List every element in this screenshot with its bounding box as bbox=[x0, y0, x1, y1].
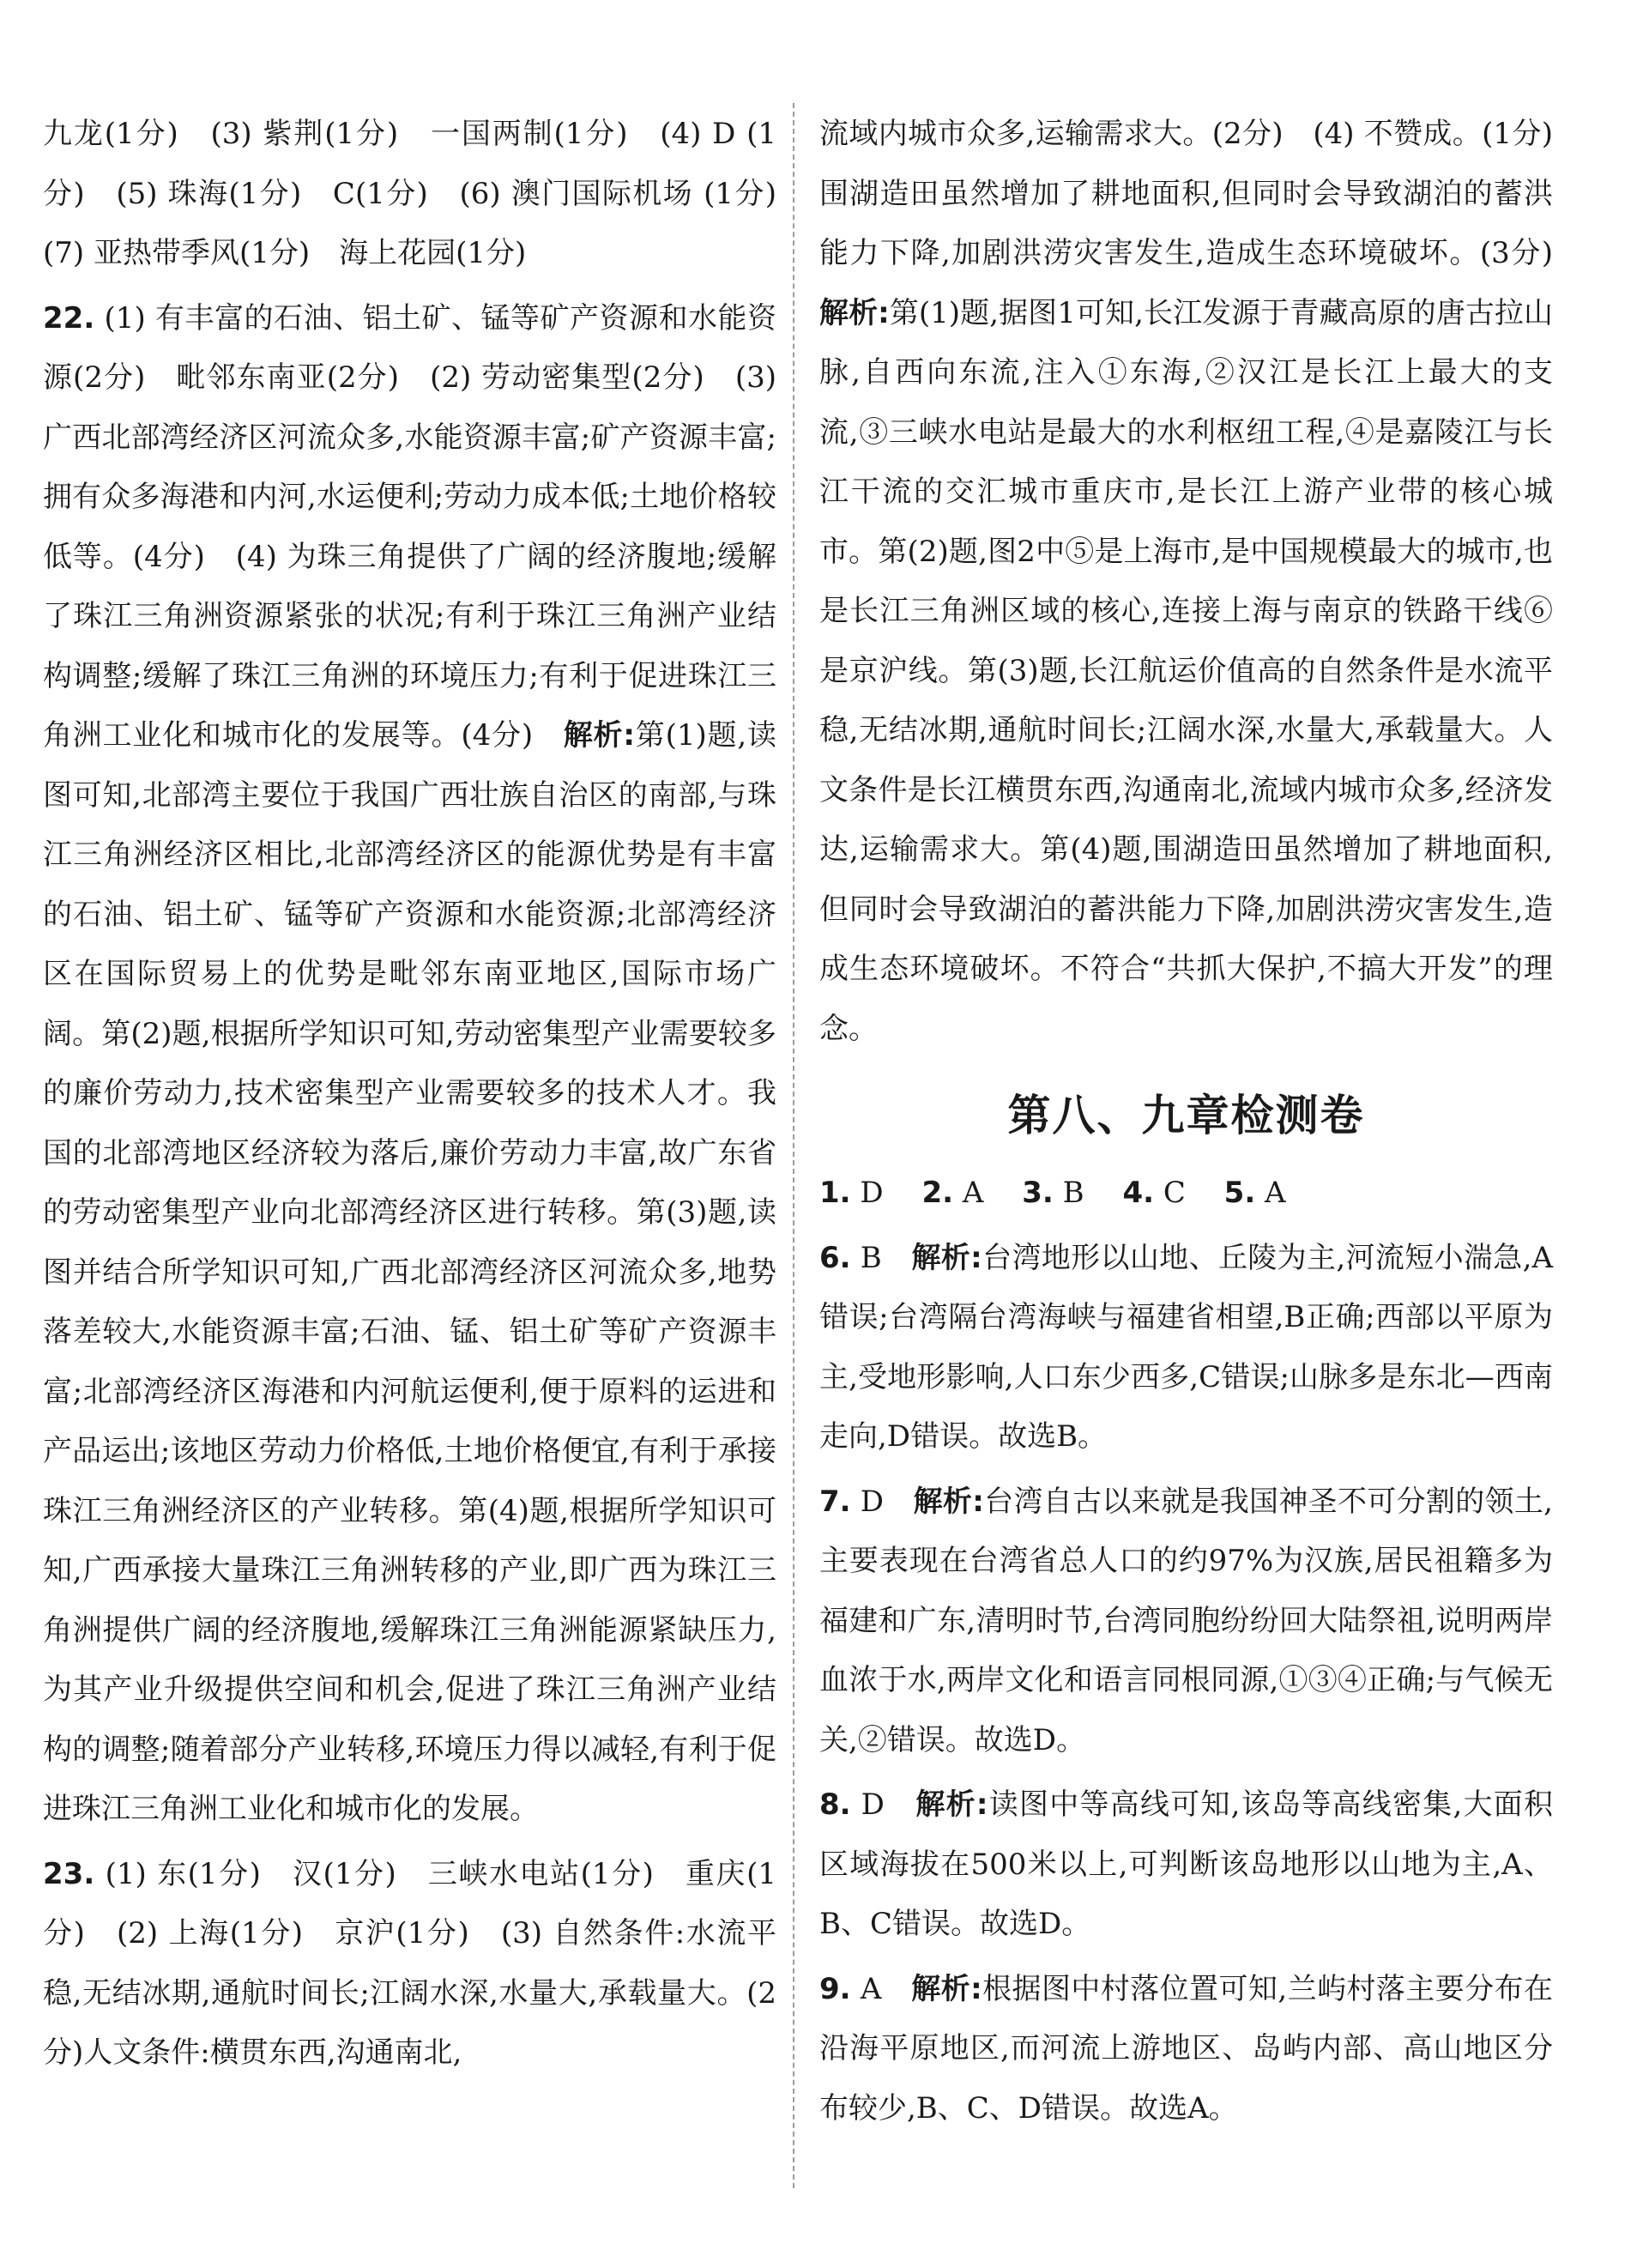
answer-text: (1) 有丰富的石油、铝土矿、锰等矿产资源和水能资源(2分) 毗邻东南亚(2分) (2) 劳动密集型(2分) (3) 广西北部湾经济区河流众多,水能资源丰富;矿产资源丰富;拥有众多海港和内河,水运便利;劳动力成本低;土地价格较低等。(4分) (4) 为珠三角提供了广阔的经济腹地;缓解了珠江三角洲资源紧张的状况;有利于珠江三角洲产业结构调整;缓解了珠江三角洲的环境压力;有利于促进珠江三角洲工业化和城市化的发展等。(4分) bbox=[43, 300, 776, 753]
answer-text: D bbox=[860, 1176, 913, 1210]
analysis-label: 解析: bbox=[913, 1484, 984, 1519]
section-title: 第八、九章检测卷 bbox=[1007, 1091, 1365, 1140]
answer-text: D bbox=[861, 1787, 916, 1822]
question-number: 1. bbox=[819, 1176, 851, 1210]
question-number: 23. bbox=[43, 1856, 95, 1891]
answer-text: 流域内城市众多,运输需求大。(2分) (4) 不赞成。(1分)围湖造田虽然增加了耕地面积,但同时会导致湖泊的蓄洪能力下降,加剧洪涝灾害发生,造成生态环境破坏。(3分) bbox=[819, 117, 1582, 270]
question-number: 3. bbox=[1022, 1176, 1054, 1210]
answer-text: (1) 东(1分) 汉(1分) 三峡水电站(1分) 重庆(1分) (2) 上海(1分) 京沪(1分) (3) 自然条件:水流平稳,无结冰期,通航时间长;江阔水深,水量大,承载量大。(2分)人文条件:横贯东西,沟通南北, bbox=[43, 1856, 776, 2070]
analysis-text: 台湾地形以山地、丘陵为主,河流短小湍急,A错误;台湾隔台湾海峡与福建省相望,B正确;西部以平原为主,受地形影响,人口东少西多,C错误;山脉多是东北—西南走向,D错误。故选B。 bbox=[819, 1240, 1553, 1454]
answer-text: B bbox=[860, 1240, 912, 1275]
answer-text: A bbox=[962, 1176, 1013, 1210]
answer-text: C bbox=[1163, 1176, 1215, 1210]
answer-6 bbox=[819, 1229, 1553, 1467]
analysis-text: 根据图中村落位置可知,兰屿村落主要分布在沿海平原地区,而河流上游地区、岛屿内部、高山地区分布较少,B、C、D错误。故选A。 bbox=[819, 1971, 1553, 2126]
analysis-label: 解析: bbox=[911, 1240, 982, 1275]
answer-7 bbox=[819, 1473, 1553, 1771]
answer-text: A bbox=[860, 1971, 912, 2006]
analysis-text: 读图中等高线可知,该岛等高线密集,大面积区域海拔在500米以上,可判断该岛地形以山地为主,A、B、C错误。故选D。 bbox=[819, 1787, 1553, 1941]
analysis-text: 第(1)题,读图可知,北部湾主要位于我国广西壮族自治区的南部,与珠江三角洲经济区相比,北部湾经济区的能源优势是有丰富的石油、铝土矿、锰等矿产资源和水能资源;北部湾经济区在国际贸易上的优势是毗邻东南亚地区,国际市场广阔。第(2)题,根据所学知识可知,劳动密集型产业需要较多的廉价劳动力,技术密集型产业需要较多的技术人才。我国的北部湾地区经济较为落后,廉价劳动力丰富,故广东省的劳动密集型产业向北部湾经济区进行转移。第(3)题,读图并结合所学知识可知,广西北部湾经济区河流众多,地势落差较大,水能资源丰富;石油、锰、铝土矿等矿产资源丰富;北部湾经济区海港和内河航运便利,便于原料的运进和产品运出;该地区劳动力价格低,土地价格便宜,有利于承接珠江三角洲经济区的产业转移。第(4)题,根据所学知识可知,广西承接大量珠江三角洲转移的产业,即广西为珠江三角洲提供广阔的经济腹地,缓解珠江三角洲能源紧缺压力,为其产业升级提供空间和机会,促进了珠江三角洲产业结构的调整;随着部分产业转移,环境压力得以减轻,有利于促进珠江三角洲工业化和城市化的发展。 bbox=[43, 718, 776, 1826]
question-number: 6. bbox=[819, 1240, 851, 1275]
right-column bbox=[819, 105, 1582, 2144]
analysis-label: 解析: bbox=[819, 295, 890, 330]
answer-text: D bbox=[860, 1484, 914, 1519]
answer-9 bbox=[819, 1960, 1553, 2139]
analysis-label: 解析: bbox=[915, 1787, 988, 1822]
question-number: 7. bbox=[819, 1484, 851, 1519]
answer-23-continued bbox=[819, 105, 1582, 1059]
answer-8 bbox=[819, 1775, 1553, 1955]
question-number: 22. bbox=[43, 300, 95, 336]
analysis-text: 第(1)题,据图1可知,长江发源于青藏高原的唐古拉山脉,自西向东流,注入①东海,②汉江是长江上最大的支流,③三峡水电站是最大的水利枢纽工程,④是嘉陵江与长江干流的交汇城市重庆市,是长江上游产业带的核心城市。第(2)题,图2中⑤是上海市,是中国规模最大的城市,也是长江三角洲区域的核心,连接上海与南京的铁路干线⑥是京沪线。第(3)题,长江航运价值高的自然条件是水流平稳,无结冰期,通航时间长;江阔水深,水量大,承载量大。人文条件是长江横贯东西,沟通南北,流域内城市众多,经济发达,运输需求大。第(4)题,围湖造田虽然增加了耕地面积,但同时会导致湖泊的蓄洪能力下降,加剧洪涝灾害发生,造成生态环境破坏。不符合“共抓大保护,不搞大开发”的理念。 bbox=[819, 295, 1553, 1046]
answers-1-5 bbox=[819, 1164, 1553, 1224]
analysis-text: 台湾自古以来就是我国神圣不可分割的领土,主要表现在台湾省总人口的约97%为汉族,居民祖籍多为福建和广东,清明时节,台湾同胞纷纷回大陆祭祖,说明两岸血浓于水,两岸文化和语言同根同源,①③④正确;与气候无关,②错误。故选D。 bbox=[819, 1484, 1553, 1757]
answer-text: 九龙(1分) (3) 紫荆(1分) 一国两制(1分) (4) D (1分) (5) 珠海(1分) C(1分) (6) 澳门国际机场 (1分) (7) 亚热带季风(1分) 海上花园(1分) bbox=[43, 117, 806, 270]
answer-23 bbox=[43, 1845, 776, 2084]
answer-21-continued bbox=[43, 105, 806, 284]
answer-22 bbox=[43, 289, 776, 1840]
analysis-label: 解析: bbox=[911, 1971, 982, 2006]
question-number: 5. bbox=[1223, 1176, 1256, 1210]
question-number: 9. bbox=[819, 1971, 851, 2006]
question-number: 8. bbox=[819, 1787, 851, 1822]
analysis-label: 解析: bbox=[563, 718, 635, 753]
question-number: 4. bbox=[1122, 1176, 1155, 1210]
answer-text: A bbox=[1265, 1176, 1286, 1210]
column-divider bbox=[793, 103, 794, 2188]
question-number: 2. bbox=[921, 1176, 954, 1210]
left-column bbox=[43, 105, 806, 2089]
answer-text: B bbox=[1062, 1176, 1114, 1210]
